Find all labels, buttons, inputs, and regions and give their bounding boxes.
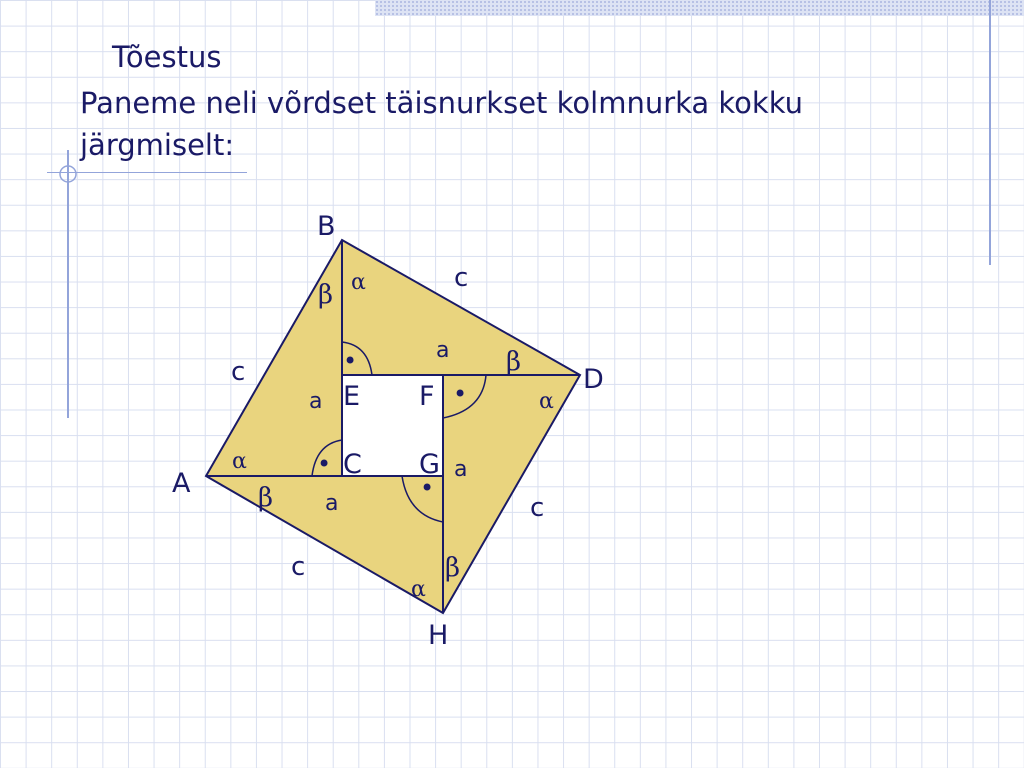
angle-label-alpha-4: α: [411, 577, 426, 602]
angle-label-beta-3: β: [258, 483, 274, 513]
right-angle-dot-G: •: [420, 474, 435, 502]
slide-heading: Tõestus: [112, 40, 222, 74]
angle-label-alpha-1: α: [351, 270, 366, 295]
angle-label-beta-4: β: [445, 553, 461, 583]
right-angle-dot-F: •: [453, 380, 468, 408]
point-label-A: A: [172, 468, 191, 499]
angle-label-alpha-2: α: [539, 389, 554, 414]
slide-text-line-2: järgmiselt:: [80, 128, 235, 162]
side-label-a-bottom: a: [325, 491, 339, 516]
angle-label-alpha-3: α: [232, 449, 247, 474]
side-label-c-bottom: c: [291, 552, 306, 582]
side-label-c-top: c: [454, 263, 469, 293]
point-label-G: G: [419, 449, 440, 480]
point-label-D: D: [583, 364, 604, 395]
side-label-a-left: a: [309, 389, 323, 414]
side-label-c-right: c: [530, 493, 545, 523]
point-label-C: C: [343, 449, 362, 480]
right-angle-dot-C: •: [317, 450, 332, 478]
angle-label-beta-1: β: [318, 280, 334, 310]
side-label-a-top: a: [436, 338, 450, 363]
right-angle-dot-E: •: [343, 347, 358, 375]
side-label-a-right: a: [454, 457, 468, 482]
angle-label-beta-2: β: [506, 347, 522, 377]
point-label-F: F: [419, 381, 435, 412]
slide-text-line-1: Paneme neli võrdset täisnurkset kolmnurka kokku: [80, 86, 803, 120]
point-label-B: B: [317, 211, 336, 242]
point-label-H: H: [428, 620, 449, 651]
point-label-E: E: [343, 381, 361, 412]
side-label-c-left: c: [231, 357, 246, 387]
